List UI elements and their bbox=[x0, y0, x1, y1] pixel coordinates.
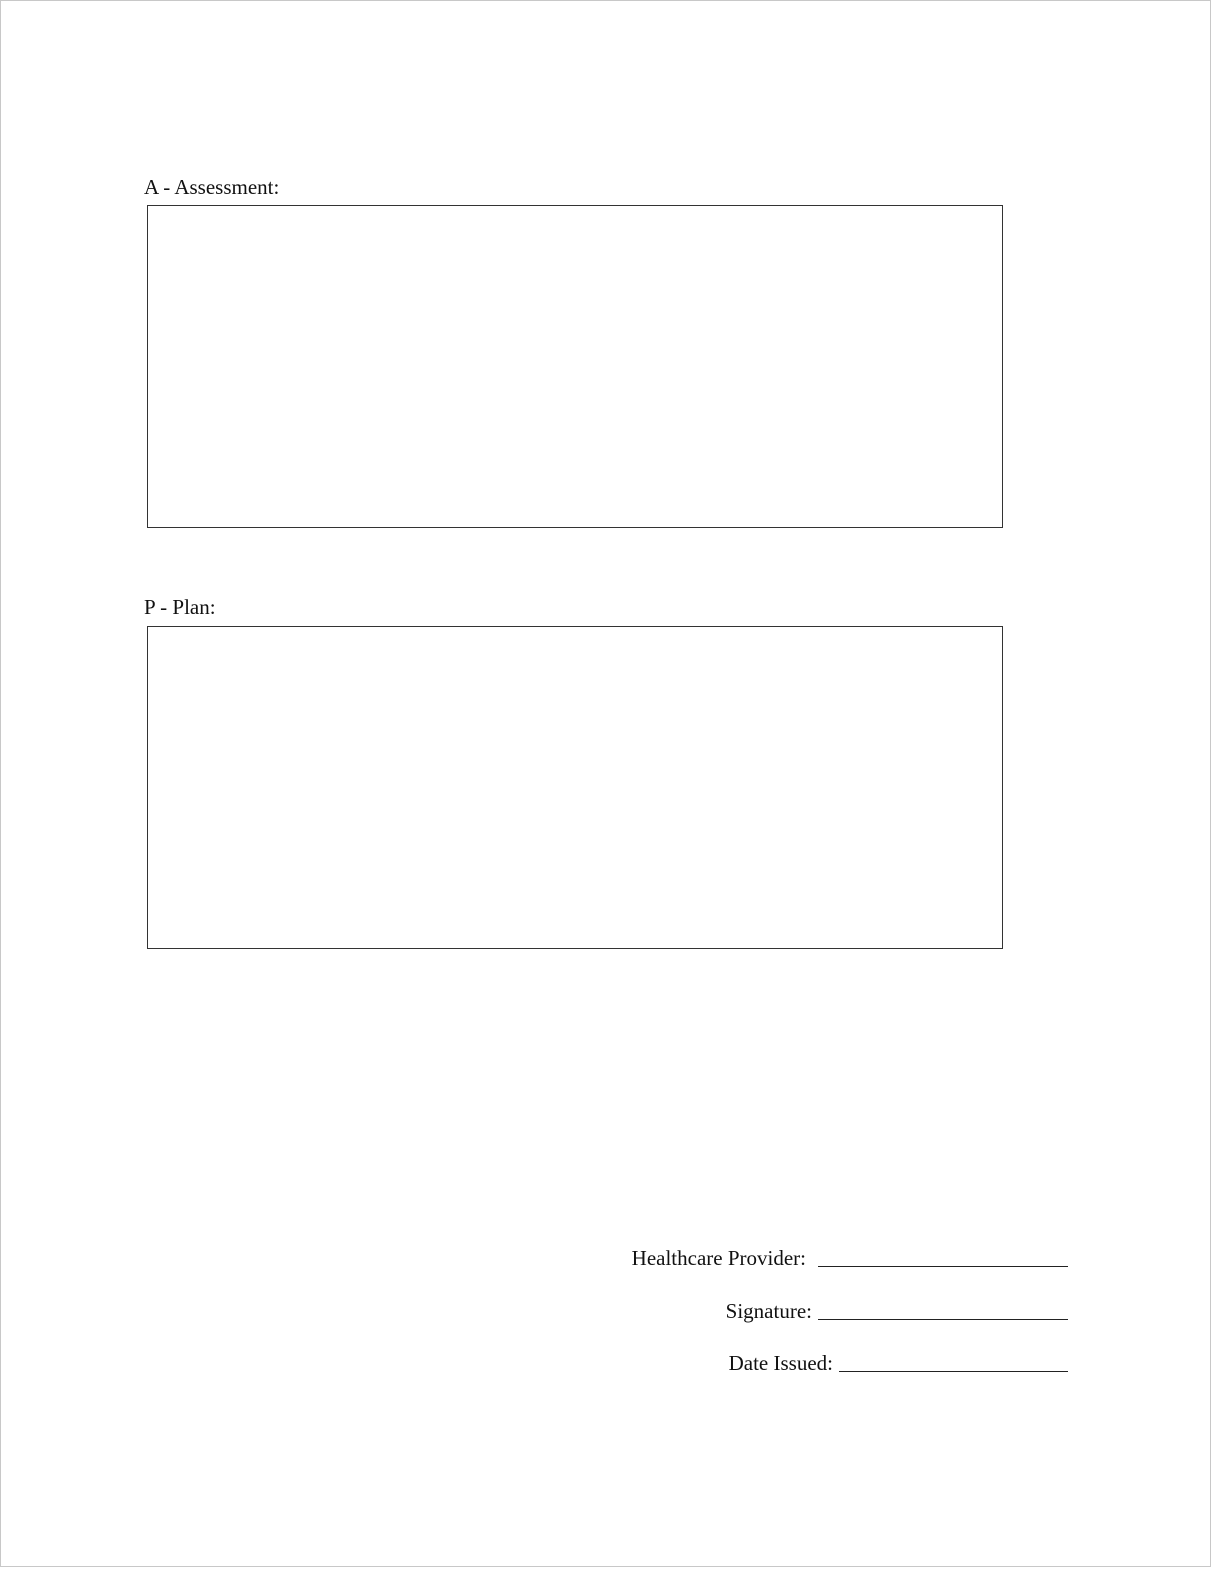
signature-row bbox=[726, 1299, 1068, 1323]
date-issued-line[interactable] bbox=[839, 1371, 1068, 1372]
healthcare-provider-line[interactable] bbox=[818, 1266, 1068, 1267]
plan-label: P - Plan: bbox=[144, 595, 216, 619]
date-issued-label: Date Issued: bbox=[728, 1351, 833, 1375]
assessment-textbox[interactable] bbox=[147, 205, 1003, 528]
signature-line[interactable] bbox=[818, 1319, 1068, 1320]
date-issued-row bbox=[729, 1351, 1068, 1375]
healthcare-provider-label: Healthcare Provider: bbox=[631, 1246, 806, 1270]
signature-label: Signature: bbox=[725, 1299, 812, 1323]
healthcare-provider-row bbox=[632, 1246, 1068, 1270]
plan-textbox[interactable] bbox=[147, 626, 1003, 949]
assessment-label: A - Assessment: bbox=[144, 175, 280, 199]
